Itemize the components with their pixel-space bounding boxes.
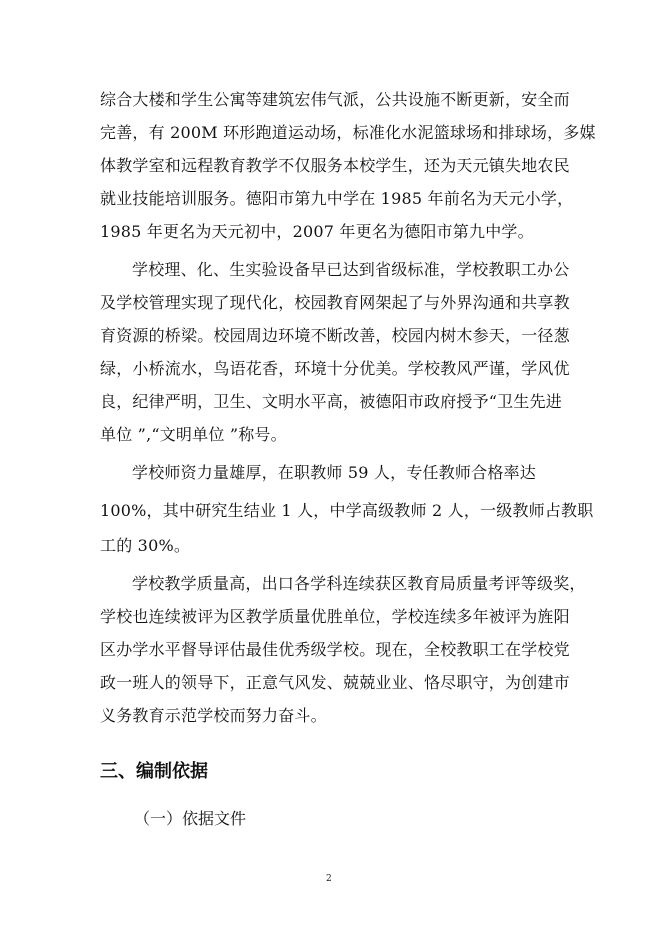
paragraph-4-line-5: 义务教育示范学校而努力奋斗。 xyxy=(100,706,327,725)
paragraph-4-line-4: 政一班人的领导下，正意气风发、兢兢业业、恪尽职守，为创建市 xyxy=(100,673,570,692)
paragraph-4-line-3: 区办学水平督导评估最佳优秀级学校。现在，全校教职工在学校党 xyxy=(100,640,570,659)
paragraph-2-line-5: 良，纪律严明，卫生、文明水平高，被德阳市政府授予“卫生先进 xyxy=(100,392,562,411)
paragraph-3-line-3: 工的 30%。 xyxy=(100,536,191,555)
paragraph-2-line-4: 绿，小桥流水，鸟语花香，环境十分优美。学校教风严谨，学风优 xyxy=(100,359,570,378)
paragraph-2-line-6: 单位 ”,“文明单位 ”称号。 xyxy=(100,425,287,444)
paragraph-1-line-2: 完善，有 200M 环形跑道运动场，标准化水泥篮球场和排球场，多媒 xyxy=(100,123,596,142)
paragraph-1-line-4: 就业技能培训服务。德阳市第九中学在 1985 年前名为天元小学， xyxy=(100,189,574,208)
paragraph-4-line-2: 学校也连续被评为区教学质量优胜单位，学校连续多年被评为旌阳 xyxy=(100,607,570,626)
paragraph-1-line-3: 体教学室和远程教育教学不仅服务本校学生，还为天元镇失地农民 xyxy=(100,156,570,175)
paragraph-3-line-1: 学校师资力量雄厚，在职教师 59 人，专任教师合格率达 xyxy=(132,463,536,482)
subsection-heading: （一）依据文件 xyxy=(134,809,247,828)
page-number: 2 xyxy=(326,874,332,884)
paragraph-2-line-2: 及学校管理实现了现代化，校园教育网架起了与外界沟通和共享教 xyxy=(100,293,570,312)
paragraph-2-line-3: 育资源的桥梁。校园周边环境不断改善，校园内树木参天，一径葱 xyxy=(100,326,570,345)
paragraph-1-line-5: 1985 年更名为天元初中，2007 年更名为德阳市第九中学。 xyxy=(100,222,534,241)
section-heading: 三、编制依据 xyxy=(100,761,208,782)
paragraph-4-line-1: 学校教学质量高，出口各学科连续获区教育局质量考评等级奖， xyxy=(132,574,586,593)
paragraph-2-line-1: 学校理、化、生实验设备早已达到省级标准，学校教职工办公 xyxy=(132,260,570,279)
paragraph-3-line-2: 100%，其中研究生结业 1 人，中学高级教师 2 人，一级教师占教职 xyxy=(100,501,594,520)
paragraph-1-line-1: 综合大楼和学生公寓等建筑宏伟气派，公共设施不断更新，安全而 xyxy=(100,90,570,109)
